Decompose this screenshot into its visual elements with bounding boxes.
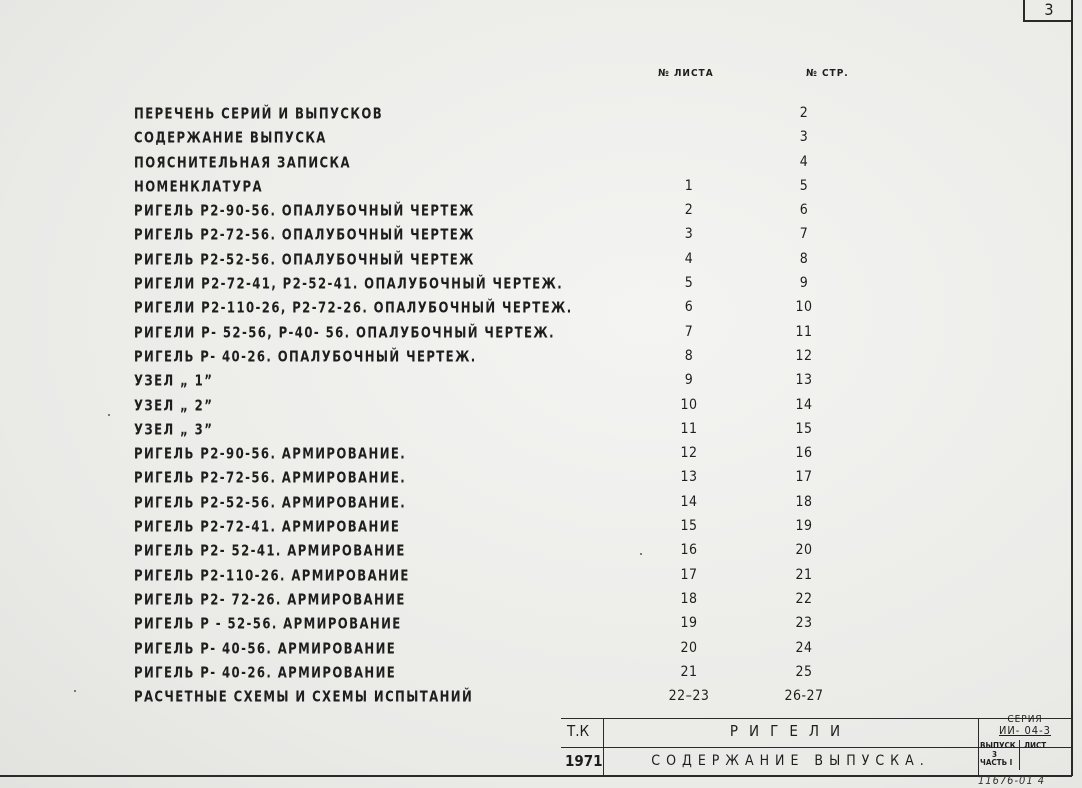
toc-sheet-number: 9	[684, 372, 694, 389]
toc-page-number: 18	[795, 493, 813, 510]
toc-page-number: 24	[795, 639, 813, 656]
issue-cell	[980, 741, 1016, 759]
toc-title: РИГЕЛЬ Р2-72-41. АРМИРОВАНИЕ	[134, 519, 401, 537]
toc-page-number: 13	[795, 372, 813, 389]
toc-row	[134, 443, 874, 467]
toc-page-number: 16	[795, 445, 813, 462]
issue-sheet-grid	[978, 740, 1072, 776]
toc-sheet-number: 19	[680, 615, 698, 632]
toc-sheet-number: 8	[684, 347, 694, 364]
toc-sheet-number: 6	[684, 299, 694, 316]
toc-sheet-number: 7	[684, 323, 694, 340]
toc-page-number: 10	[795, 299, 813, 316]
toc-sheet-number: 5	[684, 275, 694, 292]
toc-page-number: 12	[795, 347, 813, 364]
toc-page-number: 3	[799, 129, 809, 146]
toc-title: УЗЕЛ „ 3”	[134, 421, 214, 440]
toc-sheet-number: 12	[680, 445, 698, 462]
toc-title: СОДЕРЖАНИЕ ВЫПУСКА	[134, 130, 327, 148]
toc-sheet-number: 16	[680, 542, 698, 559]
series-cell	[978, 714, 1072, 736]
toc-sheet-number: 2	[684, 202, 694, 219]
toc-title: УЗЕЛ „ 2”	[134, 397, 214, 415]
toc-title: РИГЕЛЬ Р- 40-56. АРМИРОВАНИЕ	[134, 640, 397, 658]
year: 1971	[565, 752, 603, 770]
toc-sheet-number: 13	[680, 469, 698, 486]
toc-sheet-number: 20	[680, 639, 698, 656]
toc-title: ПОЯСНИТЕЛЬНАЯ ЗАПИСКА	[134, 154, 351, 172]
toc-sheet-number: 22–23	[668, 688, 710, 705]
toc-row	[134, 297, 874, 321]
series-code: ИИ- 04-3	[999, 724, 1051, 737]
toc-page-number: 25	[795, 663, 813, 680]
ink-speck	[640, 553, 642, 555]
toc-title: РИГЕЛЬ Р- 40-26. АРМИРОВАНИЕ	[134, 664, 397, 683]
toc-title: УЗЕЛ „ 1”	[134, 373, 214, 391]
toc-title: РИГЕЛЬ Р2- 72-26. АРМИРОВАНИЕ	[134, 591, 406, 610]
toc-page-number: 22	[795, 590, 813, 607]
frame-border-right	[1071, 0, 1073, 776]
toc-sheet-number: 18	[680, 590, 698, 607]
toc-title: РИГЕЛЬ Р2-72-56. АРМИРОВАНИЕ.	[134, 470, 407, 488]
toc-sheet-number: 14	[680, 493, 698, 510]
sheet-label: ЛИСТ	[1024, 741, 1047, 750]
column-header-sheet-no: № ЛИСТА	[658, 68, 714, 79]
toc-title: ПЕРЕЧЕНЬ СЕРИЙ И ВЫПУСКОВ	[134, 106, 384, 124]
series-label: СЕРИЯ	[1007, 714, 1043, 725]
toc-row	[134, 176, 874, 200]
issue-label: ВЫПУСК	[980, 741, 1016, 750]
toc-row	[134, 638, 874, 662]
toc-page-number: 19	[795, 518, 813, 535]
toc-row	[134, 395, 874, 419]
toc-page-number: 20	[795, 542, 813, 559]
toc-page-number: 26-27	[784, 688, 824, 705]
toc-row	[134, 516, 874, 540]
toc-page-number: 7	[799, 226, 809, 243]
toc-title: НОМЕНКЛАТУРА	[134, 178, 263, 197]
issue-number: 3	[992, 750, 998, 759]
toc-sheet-number: 1	[684, 177, 694, 194]
toc-row	[134, 419, 874, 443]
toc-title: РИГЕЛЬ Р2-52-56. АРМИРОВАНИЕ.	[134, 494, 407, 512]
toc-page-number: 8	[799, 250, 809, 267]
ink-speck	[108, 414, 110, 416]
toc-sheet-number: 11	[680, 420, 698, 437]
toc-sheet-number: 3	[684, 226, 694, 243]
toc-row	[134, 613, 874, 637]
toc-page-number: 17	[795, 469, 813, 486]
toc-row	[134, 565, 874, 589]
organization-code: Т.К	[567, 722, 590, 740]
toc-row	[134, 589, 874, 613]
toc-title: РИГЕЛИ Р- 52-56, Р-40- 56. ОПАЛУБОЧНЫЙ ЧЕРТЕЖ.	[134, 324, 555, 342]
toc-title: РИГЕЛЬ Р- 40-26. ОПАЛУБОЧНЫЙ ЧЕРТЕЖ.	[134, 348, 477, 367]
toc-sheet-number: 15	[680, 518, 698, 535]
toc-sheet-number: 4	[684, 250, 694, 267]
toc-page-number: 23	[795, 615, 813, 632]
toc-row	[134, 370, 874, 394]
toc-row	[134, 322, 874, 346]
toc-row	[134, 686, 874, 710]
document-subtitle: СОДЕРЖАНИЕ ВЫПУСКА.	[651, 753, 930, 769]
toc-row	[134, 540, 874, 564]
toc-title: РИГЕЛИ Р2-72-41, Р2-52-41. ОПАЛУБОЧНЫЙ ЧЕРТЕЖ.	[134, 276, 564, 294]
toc-row	[134, 224, 874, 248]
toc-page-number: 2	[799, 105, 809, 121]
page-number: 3	[1023, 0, 1073, 22]
toc-row	[134, 127, 874, 151]
toc-title: РАСЧЕТНЫЕ СХЕМЫ И СХЕМЫ ИСПЫТАНИЙ	[134, 689, 474, 707]
toc-title: РИГЕЛЬ Р2-90-56. ОПАЛУБОЧНЫЙ ЧЕРТЕЖ	[134, 203, 475, 221]
toc-title: РИГЕЛЬ Р2- 52-41. АРМИРОВАНИЕ	[134, 543, 406, 561]
ink-speck	[74, 690, 76, 692]
toc-row	[134, 249, 874, 273]
toc-page-number: 6	[799, 202, 809, 219]
title-block	[561, 714, 1072, 776]
toc-row	[134, 346, 874, 370]
table-of-contents	[134, 103, 874, 710]
toc-row	[134, 152, 874, 176]
toc-page-number: 14	[795, 396, 813, 413]
toc-row	[134, 103, 874, 127]
archive-number: 11676-01 4	[978, 774, 1046, 787]
toc-title: РИГЕЛЬ Р2-90-56. АРМИРОВАНИЕ.	[134, 446, 407, 464]
toc-sheet-number: 21	[680, 663, 698, 680]
toc-page-number: 11	[795, 323, 813, 340]
toc-title: РИГЕЛЬ Р2-52-56. ОПАЛУБОЧНЫЙ ЧЕРТЕЖ	[134, 251, 475, 270]
toc-page-number: 4	[799, 153, 809, 170]
toc-title: РИГЕЛЬ Р - 52-56. АРМИРОВАНИЕ	[134, 616, 402, 634]
toc-row	[134, 467, 874, 491]
part-label: ЧАСТЬ I	[980, 758, 1013, 767]
toc-sheet-number: 17	[680, 566, 698, 583]
toc-title: РИГЕЛИ Р2-110-26, Р2-72-26. ОПАЛУБОЧНЫЙ ЧЕРТЕЖ.	[134, 300, 573, 318]
toc-page-number: 9	[799, 275, 809, 292]
document-title: РИГЕЛИ	[729, 722, 852, 740]
toc-page-number: 5	[799, 177, 809, 194]
toc-row	[134, 662, 874, 686]
toc-page-number: 21	[795, 566, 813, 583]
toc-row	[134, 273, 874, 297]
toc-page-number: 15	[795, 420, 813, 437]
toc-sheet-number: 10	[680, 396, 698, 413]
column-header-page-no: № СТР.	[806, 68, 849, 79]
toc-title: РИГЕЛЬ Р2-72-56. ОПАЛУБОЧНЫЙ ЧЕРТЕЖ	[134, 227, 475, 245]
toc-row	[134, 200, 874, 224]
toc-row	[134, 492, 874, 516]
toc-title: РИГЕЛЬ Р2-110-26. АРМИРОВАНИЕ	[134, 567, 410, 585]
